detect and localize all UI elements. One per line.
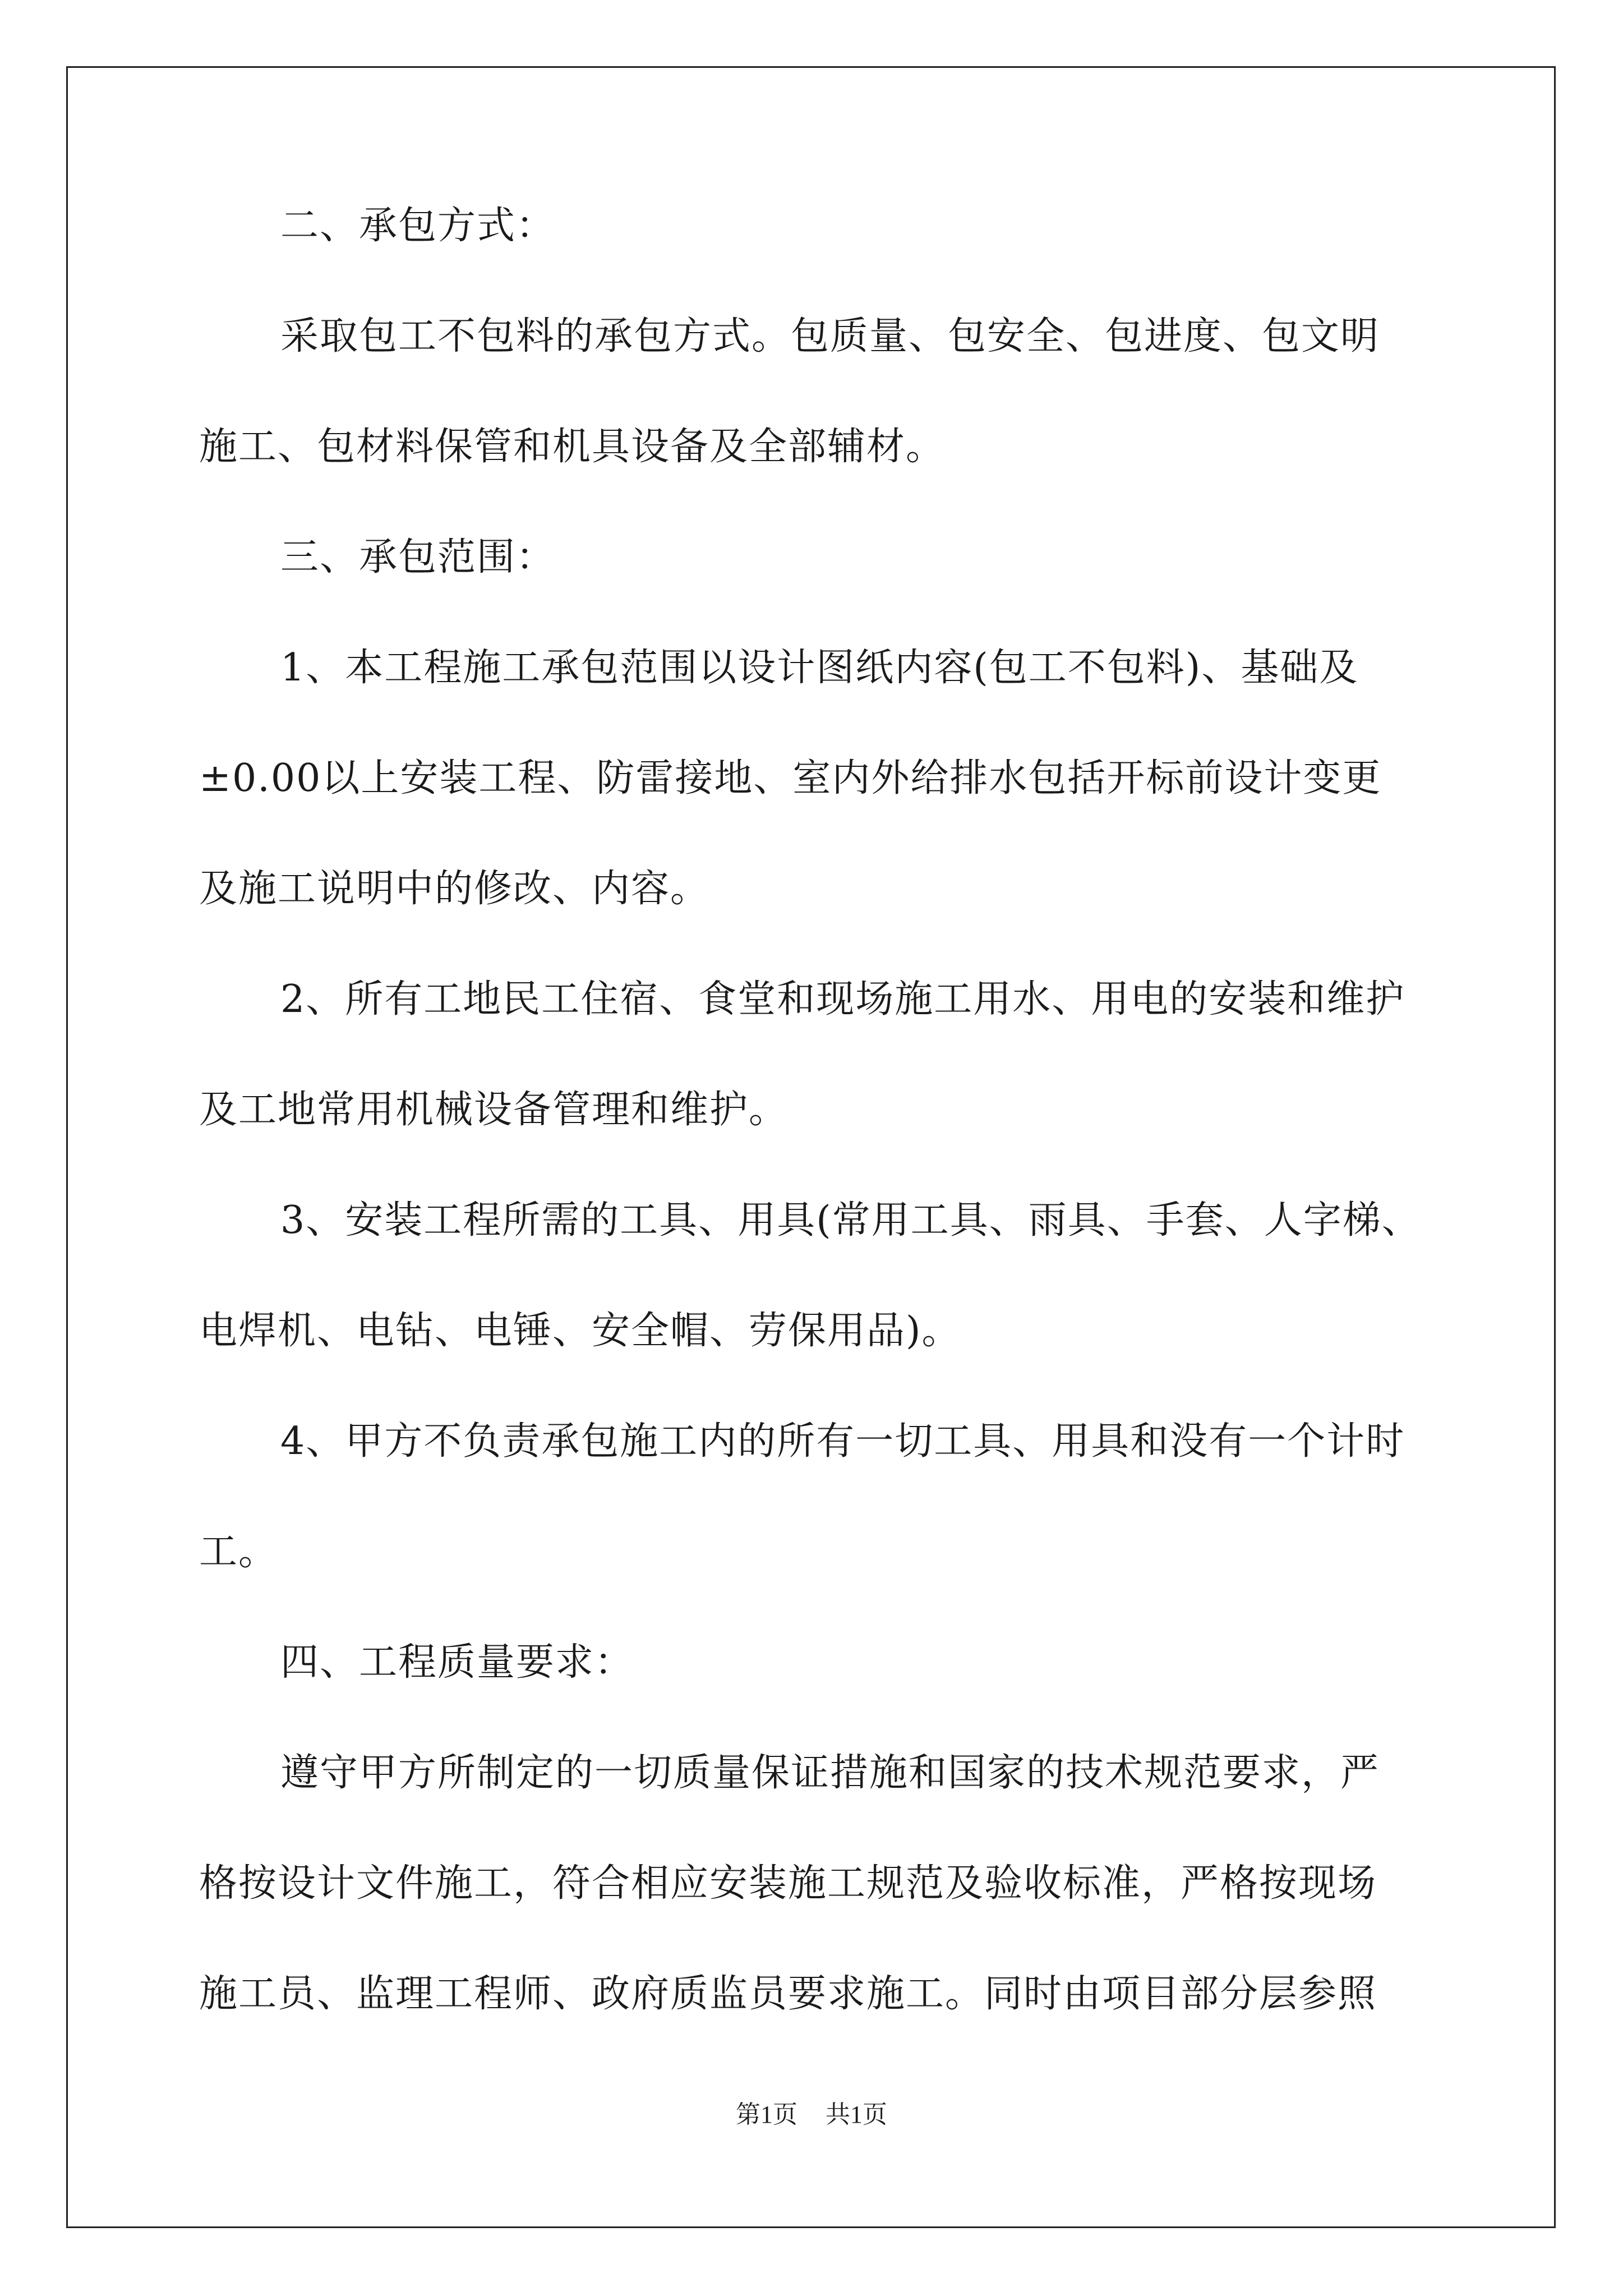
- paragraph-line: 工。: [199, 1530, 278, 1574]
- page-number: 第1页: [736, 2101, 797, 2128]
- paragraph-line: 及施工说明中的修改、内容。: [199, 867, 710, 911]
- page-footer: [0, 2098, 1623, 2132]
- paragraph-line: 电焊机、电钻、电锤、安全帽、劳保用品)。: [199, 1309, 961, 1353]
- section-heading-contract-scope: 三、承包范围：: [280, 535, 556, 579]
- paragraph-line: 采取包工不包料的承包方式。包质量、包安全、包进度、包文明: [280, 314, 1380, 358]
- paragraph-line: 2、所有工地民工住宿、食堂和现场施工用水、用电的安装和维护: [280, 977, 1405, 1022]
- section-heading-contract-method: 二、承包方式：: [280, 204, 556, 248]
- paragraph-line: ±0.00以上安装工程、防雷接地、室内外给排水包括开标前设计变更: [199, 756, 1382, 800]
- page-total: 共1页: [826, 2101, 887, 2128]
- paragraph-line: 格按设计文件施工，符合相应安装施工规范及验收标准，严格按现场: [199, 1861, 1377, 1906]
- paragraph-line: 3、安装工程所需的工具、用具(常用工具、雨具、手套、人字梯、: [280, 1198, 1421, 1243]
- section-heading-quality-requirements: 四、工程质量要求：: [280, 1640, 634, 1685]
- paragraph-line: 施工、包材料保管和机具设备及全部辅材。: [199, 425, 946, 469]
- paragraph-line: 1、本工程施工承包范围以设计图纸内容(包工不包料)、基础及: [280, 646, 1359, 690]
- paragraph-line: 及工地常用机械设备管理和维护。: [199, 1088, 789, 1132]
- paragraph-line: 4、甲方不负责承包施工内的所有一切工具、用具和没有一个计时: [280, 1419, 1405, 1464]
- paragraph-line: 遵守甲方所制定的一切质量保证措施和国家的技术规范要求，严: [280, 1751, 1380, 1795]
- paragraph-line: 施工员、监理工程师、政府质监员要求施工。同时由项目部分层参照: [199, 1972, 1377, 2016]
